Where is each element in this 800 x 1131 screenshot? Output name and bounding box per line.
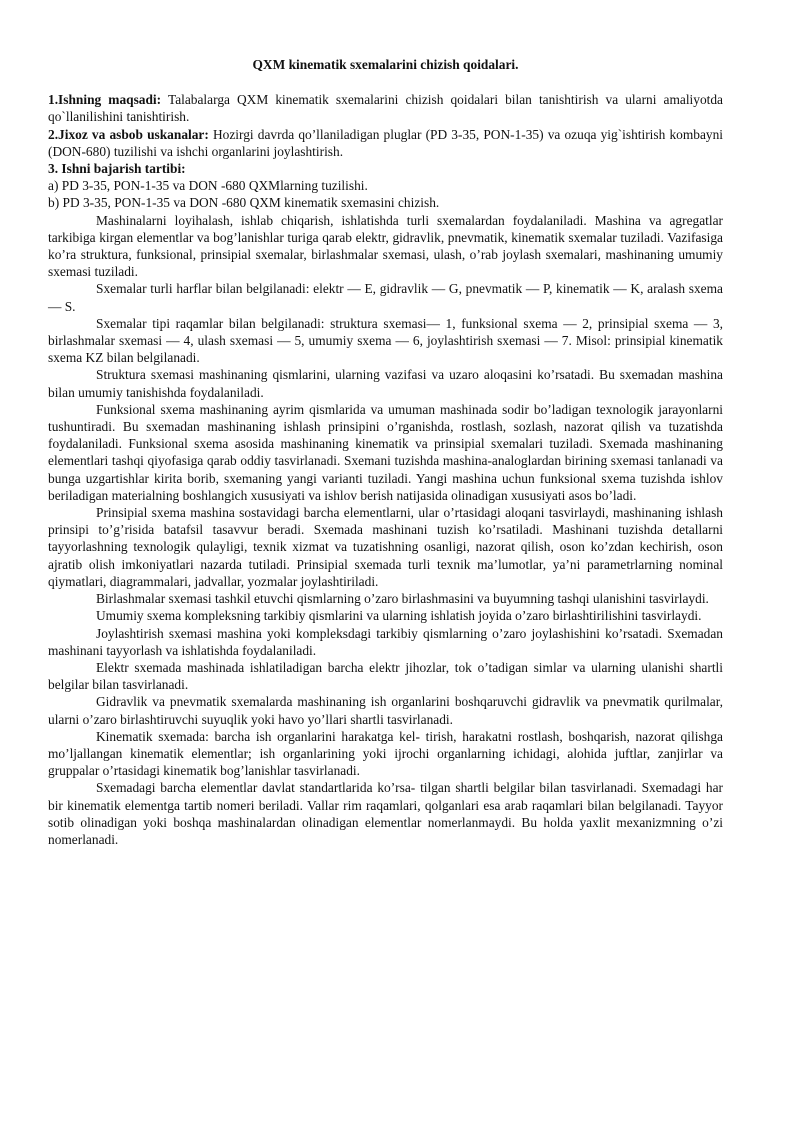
equipment-text: Hozirgi davrda qo’llaniladigan pluglar (PD 3-35, PON-1-35) va ozuqa yig`ishtirish kombayni (DON-680) tuzilishi va ishchi organlarini joylashtirish. [48,126,723,159]
body-paragraph: Joylashtirish sxemasi mashina yoki kompleksdagi tarkibiy qismlarning o’zaro joylashishini ko’rsatadi. Sxemadan mashinani tayyorlash va ishlatishda foydalaniladi. [48,625,723,658]
step-b: b) PD 3-35, PON-1-35 va DON -680 QXM kinematik sxemasini chizish. [48,195,440,211]
goal-label: 1.Ishning maqsadi: [48,92,162,108]
document-page [48,56,723,848]
body-paragraph: Funksional sxema mashinaning ayrim qismlarida va umuman mashinada sodir bo’ladigan texnologik jarayonlarni tushuntiradi. Bu sxemadan mashinaning ishlash prinsipini o’rganishda, rostlash, sozlash, nazorat qilish va tuzatishda foydalaniladi. Funksional sxema asosida mashinaning kinematik va prinsipial sxemalari tuziladi. Sxemada mashinaning elementlari tashqi qiyofasiga qarab oddiy tasvirlanadi. Sxemani tuzishda mashina-analoglardan birining sxemasi tanlanadi va bunga uzgartishlar kirita borib, sxemaning yangi varianti tuziladi. Yangi mashina uchun funksional sxema tuzishda ishlov beriladigan materialning boshlangich xususiyati va ishlov berish natijasida olinadigan xususiyati asos bo’ladi. [48,401,723,503]
body-paragraph: Sxemalar turli harflar bilan belgilanadi: elektr — E, gidravlik — G, pnevmatik — P, kinematik — K, aralash sxema — S. [48,281,723,314]
goal-paragraph [48,91,723,125]
body-paragraph: Struktura sxemasi mashinaning qismlarini, ularning vazifasi va uzaro aloqasini ko’rsatadi. Bu sxemadan mashina bilan umumiy tanishishda foydalaniladi. [48,367,723,400]
body-paragraph: Birlashmalar sxemasi tashkil etuvchi qismlarning o’zaro birlashmasini va buyumning tashqi ulanishini tasvirlaydi. [96,591,709,607]
step-a: a) PD 3-35, PON-1-35 va DON -680 QXMlarning tuzilishi. [48,178,368,194]
body-paragraph: Kinematik sxemada: barcha ish organlarini harakatga kel- tirish, harakatni rostlash, boshqarish, nazorat qilishga mo’ljallangan kinematik elementlar; ish organlarining yoki ijrochi organlarning ichidagi, alohida juftlar, zanjirlar va gruppalar o’rtasidagi kinematik bog’lanishlar tasvirlanadi. [48,728,723,779]
body-paragraph: Umumiy sxema kompleksning tarkibiy qismlarini va ularning ishlatish joyida o’zaro birlashtirilishini tasvirlaydi. [96,608,702,624]
body-paragraph: Elektr sxemada mashinada ishlatiladigan barcha elektr jihozlar, tok o’tadigan simlar va ularning ulanishi shartli belgilar bilan tasvirlanadi. [48,659,723,693]
equipment-paragraph [48,126,723,160]
body-paragraph: Sxemadagi barcha elementlar davlat standartlarida ko’rsa- tilgan shartli belgilar bilan tasvirlanadi. Sxemadagi har bir kinematik elementga tartib nomeri beriladi. Vallar rim raqamlari, qolganlari esa arab raqamlari bilan belgilanadi. Tayyor sotib olinadigan yoki boshqa mashinalardan olinadigan elementlar nomerlanmaydi. Bu holda yaxlit mexanizmning o’zi nomerlanadi. [48,780,723,847]
body-paragraph: Gidravlik va pnevmatik sxemalarda mashinaning ish organlarini boshqaruvchi gidravlik va pnevmatik qurilmalar, ularni o’zaro birlashtiruvchi suyuqlik yoki havo yo’llari shartli tasvirlanadi. [48,694,723,727]
body-paragraph: Prinsipial sxema mashina sostavidagi barcha elementlarni, ular o’rtasidagi aloqani tasvirlaydi, mashinaning ishlash prinsipi to’g’risida batafsil tasavvur beradi. Sxemada mashinani tuzish ko’rsatiladi. Mashinani tuzishda detallarni tayyorlashning texnologik qulayligi, texnik xizmat va tuzatishning osanligi, nazorat qilish, oson ko’zdan kechirish, oson ajratib olish imkoniyatlari nazarda tutiladi. Prinsipial sxemada turli texnik ma’lumotlar, ya’ni parametrlarning nominal qiymatlari, diagrammalari, jadvallar, yozmalar joylashtiriladi. [48,505,723,589]
body-paragraph: Sxemalar tipi raqamlar bilan belgilanadi: struktura sxemasi— 1, funksional sxema — 2, prinsipial sxema — 3, birlashmalar sxemasi — 4, ulash sxemasi — 5, umumiy sxema — 6, joylashtirish sxemasi — 7. Misol: prinsipial kinematik sxema KZ bilan belgilanadi. [48,315,723,366]
goal-text: Talabalarga QXM kinematik sxemalarini chizish qoidalari bilan tanishtirish va ularni amaliyotda qo`llanilishini tanishtirish. [48,92,724,125]
order-heading [48,160,723,177]
document-title: QXM kinematik sxemalarini chizish qoidalari. [252,57,519,72]
order-label: 3. Ishni bajarish tartibi: [48,161,186,177]
body-paragraph: Mashinalarni loyihalash, ishlab chiqarish, ishlatishda turli sxemalardan foydalaniladi. Mashina va agregatlar tarkibiga kirgan elementlar va bog’lanishlar turiga qarab elektr, gidravlik, pnevmatik, kinematik sxemalar tuziladi. Vazifasiga ko’ra struktura, funksional, prinsipial sxemalar, birlashmalar sxemasi, ulash, o’rab joylash sxemalari, mashinaning umumiy sxemasi tuziladi. [48,212,723,280]
equipment-label: 2.Jixoz va asbob uskanalar: [48,126,209,142]
